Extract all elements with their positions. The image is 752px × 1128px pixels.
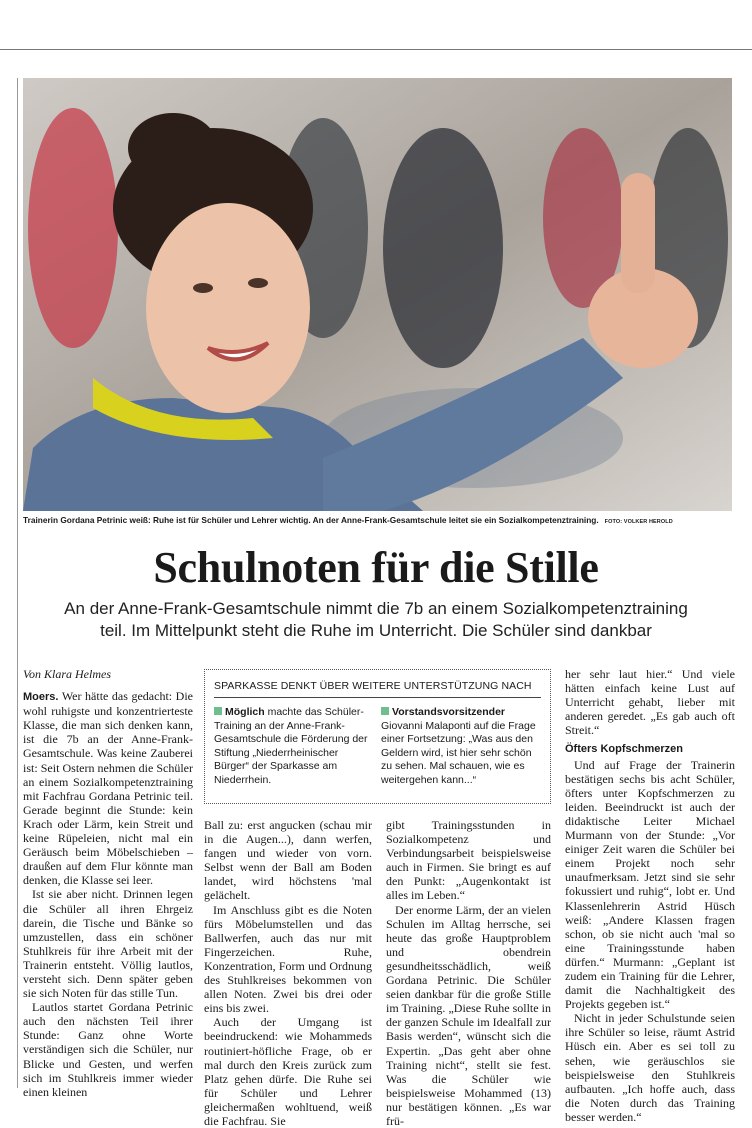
photo-illustration <box>23 78 732 511</box>
dateline: Moers. <box>23 691 59 704</box>
article-column-4 <box>565 667 735 1124</box>
paragraph <box>23 689 193 887</box>
paragraph: Der enorme Lärm, der an vielen Schulen im Alltag herrsche, sei heute das große Hauptproblem und obendrein gesundheitsschädlich, weiß Gordana Petrinic. Die Schüler seien dankbar für die große Stille im Training. „Diese Ruhe sollte in der ganzen Schule im Idealfall zur Basis werden“, wünscht sich die Expertin. „Das geht aber ohne Training nicht“, stellt sie fest. Was die Schüler wie beispielsweise Mohammed (13) nur bestätigen können. „Es war frü- <box>386 902 551 1128</box>
headline: Schulnoten für die Stille <box>153 543 599 592</box>
info-box-title: SPARKASSE DENKT ÜBER WEITERE UNTERSTÜTZUNG NACH <box>214 680 541 698</box>
info-box <box>204 669 551 804</box>
subheading: Öfters Kopfschmerzen <box>565 743 683 756</box>
info-box-right-lead: Vorstandsvorsitzender <box>392 706 506 718</box>
byline: Von Klara Helmes <box>23 667 111 681</box>
paragraph: Ball zu: erst angucken (schau mir in die Augen...), dann werfen, fangen und wieder von vorn. Selbst wenn der Ball am Boden landet, wird höchstens 'mal gelächelt. <box>204 818 372 903</box>
green-square-icon <box>381 707 389 715</box>
article-photo <box>23 78 732 511</box>
info-box-left-text: machte das Schüler-Training an der Anne-Frank-Gesamtschule die Förderung der Stiftung „Niederrheinischer Bürger“ der Sparkasse am Niederrhein. <box>214 706 368 786</box>
info-box-columns <box>214 706 541 787</box>
paragraph: Ist sie aber nicht. Drinnen legen die Schüler all ihren Ehrgeiz darein, die Tische und Bänke so umzustellen, dass ein schöner Stuhlkreis für ihre Arbeit mit der Trainerin entsteht. Völlig lautlos, versteht sich. Denn später geben sie sich Noten für das stille Tun. <box>23 887 193 1001</box>
article-column-2 <box>204 818 372 1128</box>
paragraph: Im Anschluss gibt es die Noten fürs Möbelumstellen und das Ballwerfen, auch das nur mit Fingerzeichen. Ruhe, Konzentration, Form und Ordnung des Stuhlkreises bekommen von allen Noten. Zwei bis drei oder eins bis zwei. <box>204 902 372 1016</box>
paragraph: Auch der Umgang ist beeindruckend: wie Mohammeds routiniert-höfliche Frage, ob er mal durch den Kreis zurück zum Platz gehen dürfe. Die Ruhe sei für Schüler und Lehrer gleichermaßen wohltuend, weiß die Fachfrau. Sie <box>204 1015 372 1128</box>
paragraph: Nicht in jeder Schulstunde seien ihre Schüler so leise, räumt Astrid Hüsch ein. Aber es sei toll zu sehen, wie geräuschlos sie beispielsweise den Stuhlkreis aufbauten. „Ich hoffe auch, dass die Noten durch das Training besser werden.“ <box>565 1011 735 1124</box>
paragraph: gibt Trainingsstunden in Sozialkompetenz und Verbindungsarbeit beispielsweise auch in Firmen. Sie bringt es auf den Punkt: „Augenkontakt ist alles im Leben.“ <box>386 818 551 903</box>
info-box-right <box>381 706 541 787</box>
top-rule <box>0 49 752 50</box>
paragraph-text: Wer hätte das gedacht: Die wohl ruhigste und konzentrierteste Klasse, die man sich denken kann, ist die 7b an der Anne-Frank-Gesamtschule. Was keine Zauberei ist: Seit Ostern nehmen die Schüler an einem Sozialkompetenztraining mit Fachfrau Gordana Petrinic teil. Gerade beginnt die Stunde: kein Krach oder Lärm, kein Streit und keine Rüpeleien, nicht mal ein Geräusch beim Möbelschieben – draußen auf dem Flur könnte man denken, die Klasse sei leer. <box>23 689 193 888</box>
paragraph: Lautlos startet Gordana Petrinic auch den nächsten Teil ihrer Stunde: Ganz ohne Worte verständigen sich die Schüler, nur Blicke und Gesten, und werfen sich im Stuhlkreis immer wieder einen kleinen <box>23 1000 193 1099</box>
caption-text: Trainerin Gordana Petrinic weiß: Ruhe ist für Schüler und Lehrer wichtig. An der Anne-Frank-Gesamtschule leitet sie ein Sozialkompetenztraining. <box>23 515 599 525</box>
info-box-left <box>214 706 374 787</box>
paragraph: her sehr laut hier.“ Und viele hätten einfach keine Lust auf Unterricht gehabt, lieber mit anderen geredet. „Es gab auch oft Streit.“ <box>565 667 735 738</box>
green-square-icon <box>214 707 222 715</box>
subheadline-line-2: teil. Im Mittelpunkt steht die Ruhe im Unterricht. Die Schüler sind dankbar <box>100 621 652 640</box>
paragraph: Und auf Frage der Trainerin bestätigen sechs bis acht Schüler, öfters unter Kopfschmerzen zu leiden. Beeindruckt ist auch der didaktische Leiter Michael Murmann von der Stunde: „Vor einiger Zeit waren die Schüler bei einem Projekt noch sehr unaufmerksam. Jetzt sind sie sehr fokussiert und ruhig“, lobt er. Und Klassenlehrerin Astrid Hüsch weiß: „Andere Klassen fragen schon, ob sie nicht auch 'mal so eine Trainingsstunde haben dürfen.“ Murmann: „Geplant ist zudem ein Training für die Lehrer, damit die Nachhaltigkeit des Projekts gegeben ist.“ <box>565 757 735 1012</box>
subheadline <box>20 598 732 642</box>
article-column-3 <box>386 818 551 1128</box>
info-box-left-lead: Möglich <box>225 706 265 718</box>
photo-caption <box>23 515 732 529</box>
subheadline-line-1: An der Anne-Frank-Gesamtschule nimmt die 7b an einem Sozialkompetenztraining <box>64 599 688 618</box>
article-column-1 <box>23 667 193 1099</box>
photo-credit: FOTO: VOLKER HEROLD <box>604 519 673 525</box>
info-box-right-text: Giovanni Malaponti auf die Frage einer Fortsetzung: „Was aus den Geldern wird, ist hier sehr schön zu sehen. Mal schauen, wie es weitergehen kann...“ <box>381 719 536 786</box>
